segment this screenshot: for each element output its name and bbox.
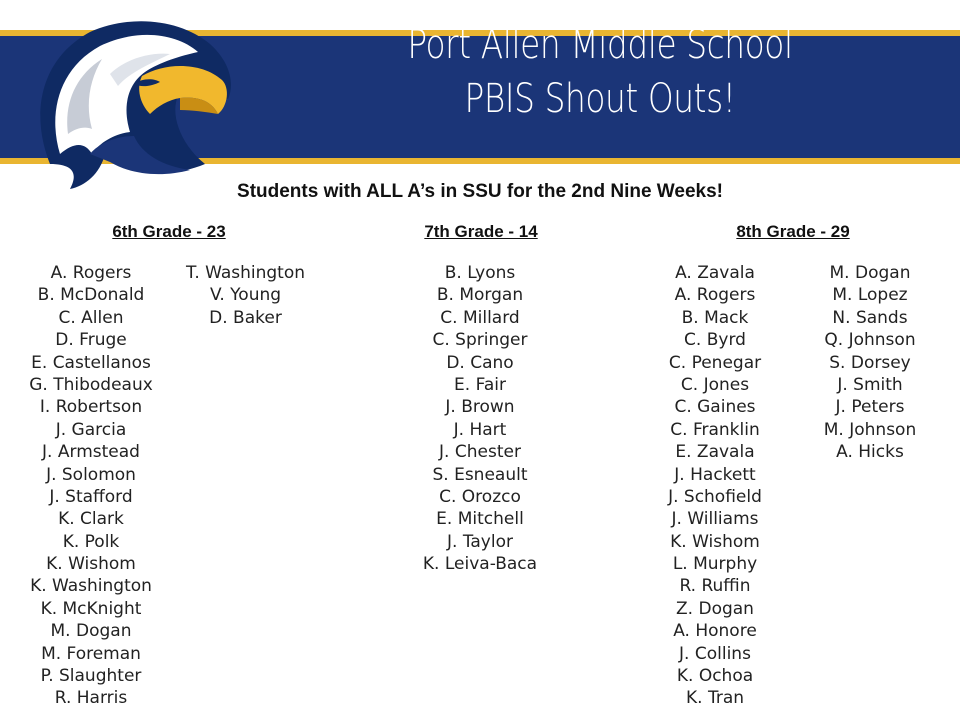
grade-7-list-col1: [400, 262, 560, 575]
student-name: M. Lopez: [832, 285, 908, 306]
student-name: C. Orozco: [439, 486, 521, 507]
student-name: A. Honore: [673, 621, 757, 642]
student-name: B. McDonald: [37, 285, 145, 306]
student-name: A. Hicks: [836, 442, 904, 463]
student-name: J. Peters: [835, 397, 905, 418]
student-name: C. Penegar: [668, 352, 762, 373]
student-name: K. McKnight: [40, 598, 142, 619]
page-subtitle: Students with ALL A’s in SSU for the 2nd Nine Weeks!: [237, 181, 723, 202]
student-name: K. Ochoa: [676, 666, 754, 687]
student-name: K. Tran: [685, 688, 745, 709]
student-name: K. Polk: [62, 531, 120, 552]
student-name: J. Armstead: [42, 442, 140, 463]
student-name: Q. Johnson: [824, 330, 916, 351]
student-name: S. Dorsey: [829, 352, 911, 373]
grade-6-list-col2: [168, 262, 323, 329]
student-name: C. Allen: [58, 307, 124, 328]
grade-6-list-col1: [11, 262, 171, 710]
student-name: B. Morgan: [436, 285, 524, 306]
grade-8-list-col2: [795, 262, 945, 464]
student-name: M. Foreman: [41, 643, 141, 664]
student-name: K. Wishom: [46, 554, 136, 575]
banner-title-line2: PBIS Shout Outs!: [464, 76, 736, 122]
student-name: T. Washington: [185, 263, 306, 283]
grade-7-heading: 7th Grade - 14: [424, 222, 538, 241]
student-name: K. Leiva-Baca: [422, 554, 538, 575]
banner-title-line1: Port Allen Middle School: [407, 22, 793, 68]
student-name: L. Murphy: [672, 554, 758, 575]
student-name: I. Robertson: [39, 397, 143, 418]
student-name: J. Solomon: [46, 464, 136, 485]
student-name: A. Zavala: [675, 263, 755, 283]
student-name: E. Castellanos: [31, 352, 151, 373]
student-name: M. Johnson: [823, 419, 917, 440]
student-name: C. Millard: [440, 307, 520, 328]
student-name: P. Slaughter: [40, 666, 142, 687]
student-name: J. Hackett: [674, 464, 756, 485]
student-name: J. Garcia: [55, 419, 127, 440]
student-name: J. Taylor: [447, 531, 513, 552]
student-name: J. Schofield: [668, 486, 762, 507]
student-name: C. Springer: [432, 330, 528, 351]
grade-8-list-col1: [635, 262, 795, 710]
student-name: S. Esneault: [432, 464, 528, 485]
student-name: J. Brown: [445, 397, 515, 418]
student-name: M. Dogan: [829, 263, 911, 283]
student-name: V. Young: [209, 285, 282, 306]
student-name: C. Gaines: [674, 397, 756, 418]
student-name: C. Byrd: [684, 330, 746, 351]
student-name: R. Harris: [54, 688, 128, 709]
student-name: K. Wishom: [670, 531, 760, 552]
student-name: B. Lyons: [444, 263, 516, 283]
student-name: R. Ruffin: [679, 576, 751, 597]
student-name: J. Williams: [671, 509, 759, 530]
student-name: C. Jones: [680, 374, 750, 395]
student-name: E. Fair: [454, 374, 506, 395]
student-name: J. Chester: [439, 442, 521, 463]
student-name: M. Dogan: [50, 621, 132, 642]
student-name: Z. Dogan: [676, 598, 754, 619]
grade-8-heading: 8th Grade - 29: [736, 222, 850, 241]
student-name: D. Baker: [209, 307, 282, 328]
eagle-mascot-logo: [30, 14, 240, 194]
student-name: D. Fruge: [55, 330, 127, 351]
student-name: G. Thibodeaux: [29, 374, 153, 395]
student-name: J. Smith: [837, 374, 903, 395]
banner-title: [387, 18, 813, 126]
student-name: C. Franklin: [670, 419, 760, 440]
grade-6-heading: 6th Grade - 23: [112, 222, 226, 241]
student-name: K. Washington: [30, 576, 152, 597]
student-name: A. Rogers: [674, 285, 756, 306]
student-name: N. Sands: [832, 307, 908, 328]
student-name: E. Zavala: [675, 442, 755, 463]
student-name: J. Collins: [679, 643, 751, 664]
student-name: A. Rogers: [50, 263, 132, 283]
student-name: B. Mack: [681, 307, 749, 328]
student-name: J. Hart: [453, 419, 507, 440]
student-name: J. Stafford: [49, 486, 133, 507]
student-name: D. Cano: [446, 352, 514, 373]
student-name: K. Clark: [58, 509, 124, 530]
student-name: E. Mitchell: [436, 509, 524, 530]
